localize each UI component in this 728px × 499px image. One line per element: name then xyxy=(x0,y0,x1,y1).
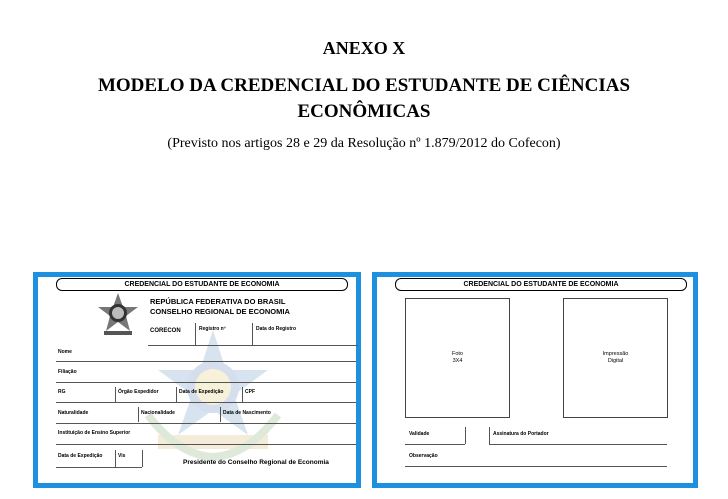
corecon-label: CORECON xyxy=(150,328,181,334)
validade-label: Validade xyxy=(409,431,430,437)
fingerprint-label-line2: Digital xyxy=(607,358,624,364)
orgao-expedidor-label: Órgão Expedidor xyxy=(118,389,159,395)
registro-label: Registro nº xyxy=(199,326,226,332)
filiacao-label: Filiação xyxy=(58,369,77,375)
credential-back-body xyxy=(377,277,693,483)
cpf-label: CPF xyxy=(245,389,255,395)
back-title-band: CREDENCIAL DO ESTUDANTE DE ECONOMIA xyxy=(395,278,687,291)
fingerprint-box xyxy=(563,298,668,418)
document-subtitle: (Previsto nos artigos 28 e 29 da Resolução nº 1.879/2012 do Cofecon) xyxy=(167,136,561,151)
document-title-line2: ECONÔMICAS xyxy=(297,101,431,122)
document-title-line1: MODELO DA CREDENCIAL DO ESTUDANTE DE CIÊNCIAS xyxy=(97,75,631,96)
photo-label-line1: Foto xyxy=(451,351,463,357)
naturalidade-label: Naturalidade xyxy=(58,410,89,416)
republic-name: REPÚBLICA FEDERATIVA DO BRASIL xyxy=(150,297,286,306)
coat-of-arms-icon xyxy=(96,291,140,339)
photo-box xyxy=(405,298,510,418)
visto-label: Vis xyxy=(118,453,126,459)
data-registro-label: Data do Registro xyxy=(256,326,297,332)
data-expedicao-label: Data de Expedição xyxy=(179,389,224,395)
rg-label: RG xyxy=(58,389,66,395)
nome-label: Nome xyxy=(58,349,72,355)
instituicao-label: Instituição de Ensino Superior xyxy=(58,430,131,436)
credential-back xyxy=(372,272,698,488)
fingerprint-label-line1: Impressão xyxy=(602,351,629,357)
council-name: CONSELHO REGIONAL DE ECONOMIA xyxy=(150,307,290,316)
annex-title: ANEXO X xyxy=(322,38,406,58)
data-expedicao2-label: Data de Expedição xyxy=(58,453,103,459)
presidente-signature-label: Presidente do Conselho Regional de Economia xyxy=(183,459,329,466)
credential-front xyxy=(33,272,361,488)
credential-front-body xyxy=(38,277,356,483)
data-nascimento-label: Data de Nascimento xyxy=(223,410,271,416)
photo-label-line2: 3X4 xyxy=(452,358,463,364)
observacao-label: Observação xyxy=(409,453,438,459)
assinatura-label: Assinatura do Portador xyxy=(493,431,549,437)
nacionalidade-label: Nacionalidade xyxy=(141,410,175,416)
front-title-band: CREDENCIAL DO ESTUDANTE DE ECONOMIA xyxy=(56,278,348,291)
